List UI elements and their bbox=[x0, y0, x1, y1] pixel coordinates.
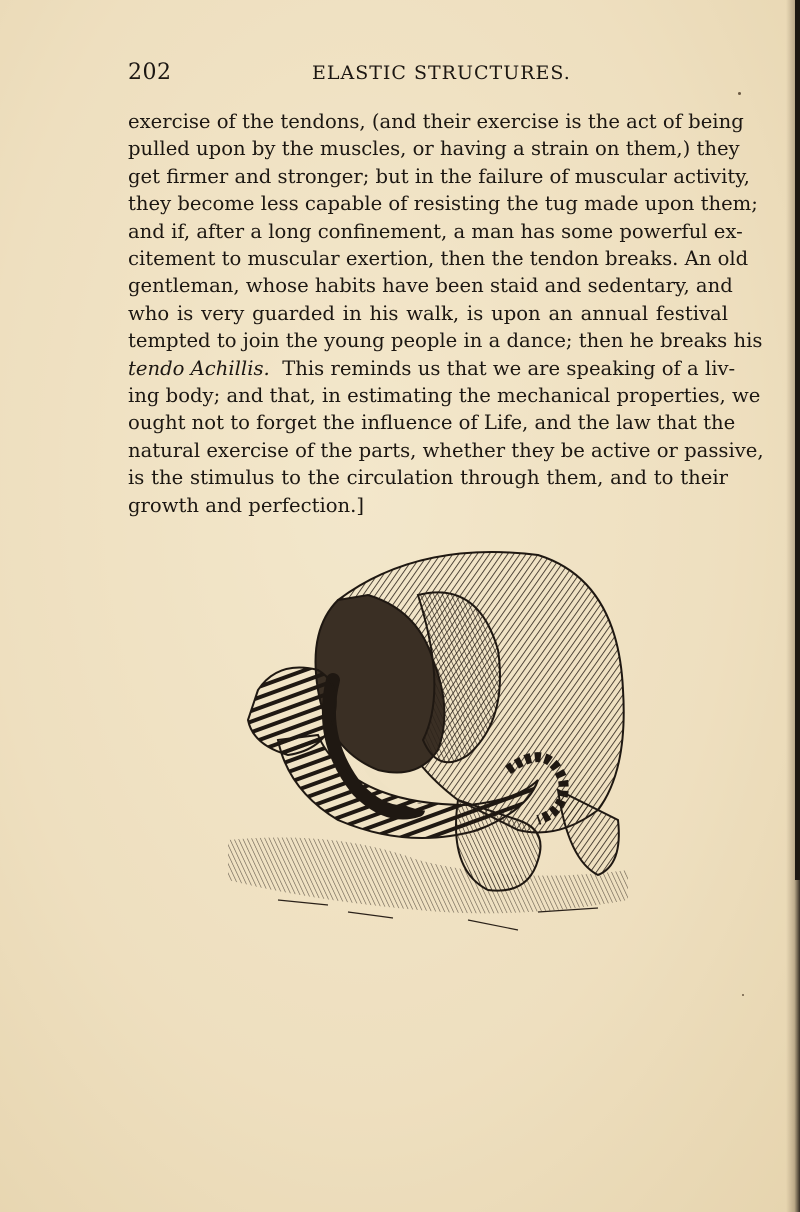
text-line: they become less capable of resisting the tug made upon them; bbox=[128, 192, 758, 216]
text-line-rest: This reminds us that we are speaking of a liv- bbox=[282, 356, 736, 380]
paper-speck bbox=[738, 92, 741, 95]
italic-term: tendo Achillis. bbox=[128, 356, 270, 380]
text-line: natural exercise of the parts, whether they be active or passive, bbox=[128, 438, 764, 462]
running-head bbox=[128, 60, 728, 90]
elephant-tiger-engraving bbox=[218, 540, 638, 960]
paper-speck bbox=[742, 994, 744, 996]
text-line: is the stimulus to the circulation through them, and to their bbox=[128, 466, 728, 490]
text-line: who is very guarded in his walk, is upon an annual festival bbox=[128, 301, 728, 325]
running-title: ELASTIC STRUCTURES. bbox=[312, 62, 571, 84]
text-line: ought not to forget the influence of Life, and the law that the bbox=[128, 411, 736, 435]
text-line: exercise of the tendons, (and their exercise is the act of being bbox=[128, 110, 744, 133]
text-line: gentleman, whose habits have been staid and sedentary, and bbox=[128, 274, 733, 298]
text-line: pulled upon by the muscles, or having a strain on them,) they bbox=[128, 137, 740, 161]
text-line: get firmer and stronger; but in the failure of muscular activity, bbox=[128, 164, 750, 188]
text-line: citement to muscular exertion, then the tendon breaks. An old bbox=[128, 247, 749, 271]
text-line: ing body; and that, in estimating the mechanical properties, we bbox=[128, 384, 761, 408]
page-number: 202 bbox=[128, 60, 172, 85]
text-line-with-italic bbox=[128, 355, 736, 382]
text-line: tempted to join the young people in a dance; then he breaks his bbox=[128, 329, 763, 353]
page-edge bbox=[795, 0, 800, 880]
text-line: growth and perfection.] bbox=[128, 493, 365, 517]
body-paragraph bbox=[128, 108, 764, 519]
text-line: and if, after a long confinement, a man has some powerful ex- bbox=[128, 219, 743, 243]
